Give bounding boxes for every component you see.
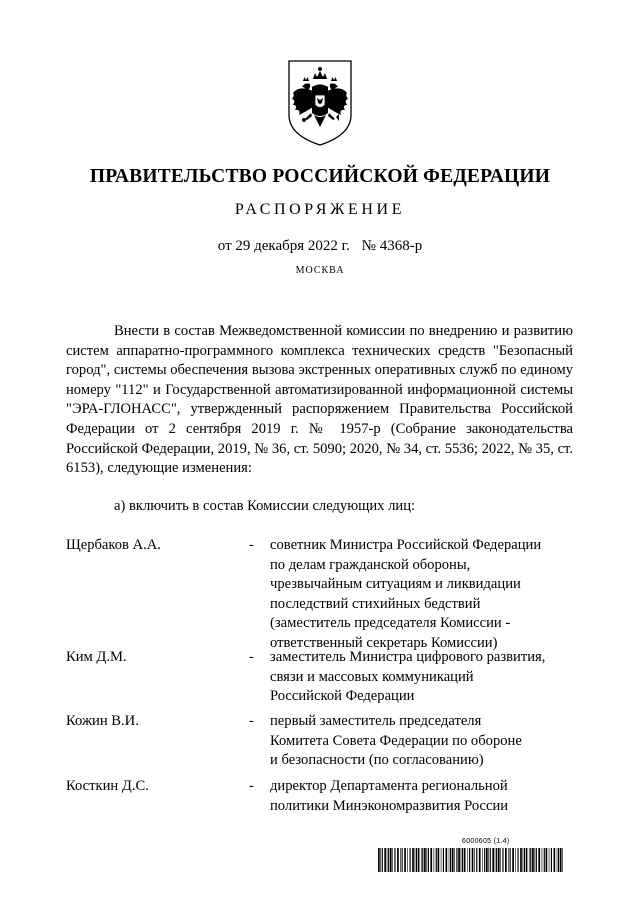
body-text: [66, 322, 573, 479]
position-line: Российской Федерации: [270, 688, 415, 705]
coat-of-arms-icon: [283, 57, 357, 147]
member-name: Щербаков А.А.: [66, 537, 161, 553]
position-line: связи и массовых коммуникаций: [270, 668, 474, 685]
member-dash: -: [249, 713, 254, 729]
document-code: 6000605 (1.4): [462, 838, 510, 845]
position-line: ответственный секретарь Комиссии): [270, 634, 498, 651]
document-number: № 4368-р: [361, 238, 423, 254]
member-name: Кожин В.И.: [66, 713, 139, 729]
position-line: последствий стихийных бедствий: [270, 595, 481, 612]
government-title: ПРАВИТЕЛЬСТВО РОССИЙСКОЙ ФЕДЕРАЦИИ: [89, 166, 551, 187]
position-line: заместитель Министра цифрового развития,: [270, 649, 546, 665]
member-position: [270, 777, 570, 816]
member-dash: -: [249, 649, 254, 665]
position-line: первый заместитель председателя: [270, 713, 482, 729]
subitem-a: а) включить в состав Комиссии следующих лиц:: [114, 498, 416, 514]
barcode-icon: [378, 848, 566, 872]
position-line: политики Минэкономразвития России: [270, 797, 509, 814]
document-date-number: [0, 238, 640, 255]
city-name: МОСКВА: [295, 265, 345, 276]
document-type: РАСПОРЯЖЕНИЕ: [234, 201, 406, 218]
member-name: Ким Д.М.: [66, 649, 127, 665]
position-line: Комитета Совета Федерации по обороне: [270, 732, 522, 749]
member-name: Косткин Д.С.: [66, 778, 149, 794]
member-dash: -: [249, 537, 254, 553]
position-line: по делам гражданской обороны,: [270, 556, 471, 573]
main-paragraph: Внести в состав Межведомственной комиссии по внедрению и развитию систем аппаратно-программного комплекса технических средств "Безопасный город", системы обеспечения вызова экстренных оперативных служб по единому номеру "112" и Государственной автоматизированной информационной системы "ЭРА-ГЛОНАСС", утвержденный распоряжением Правительства Российской Федерации от 2 сентября 2019 г. № 1957-р (Собрание законодательства Российской Федерации, 2019, № 36, ст. 5090; 2020, № 34, ст. 5536; 2022, № 35, ст. 6153), следующие изменения:: [66, 323, 573, 477]
member-position: [270, 712, 570, 771]
position-line: советник Министра Российской Федерации: [270, 537, 542, 553]
member-dash: -: [249, 778, 254, 794]
member-position: [270, 536, 570, 654]
document-date: от 29 декабря 2022 г.: [217, 238, 350, 254]
position-line: и безопасности (по согласованию): [270, 752, 484, 769]
member-position: [270, 648, 570, 707]
position-line: (заместитель председателя Комиссии -: [270, 615, 511, 632]
position-line: директор Департамента региональной: [270, 778, 508, 794]
position-line: чрезвычайным ситуациям и ликвидации: [270, 576, 521, 593]
